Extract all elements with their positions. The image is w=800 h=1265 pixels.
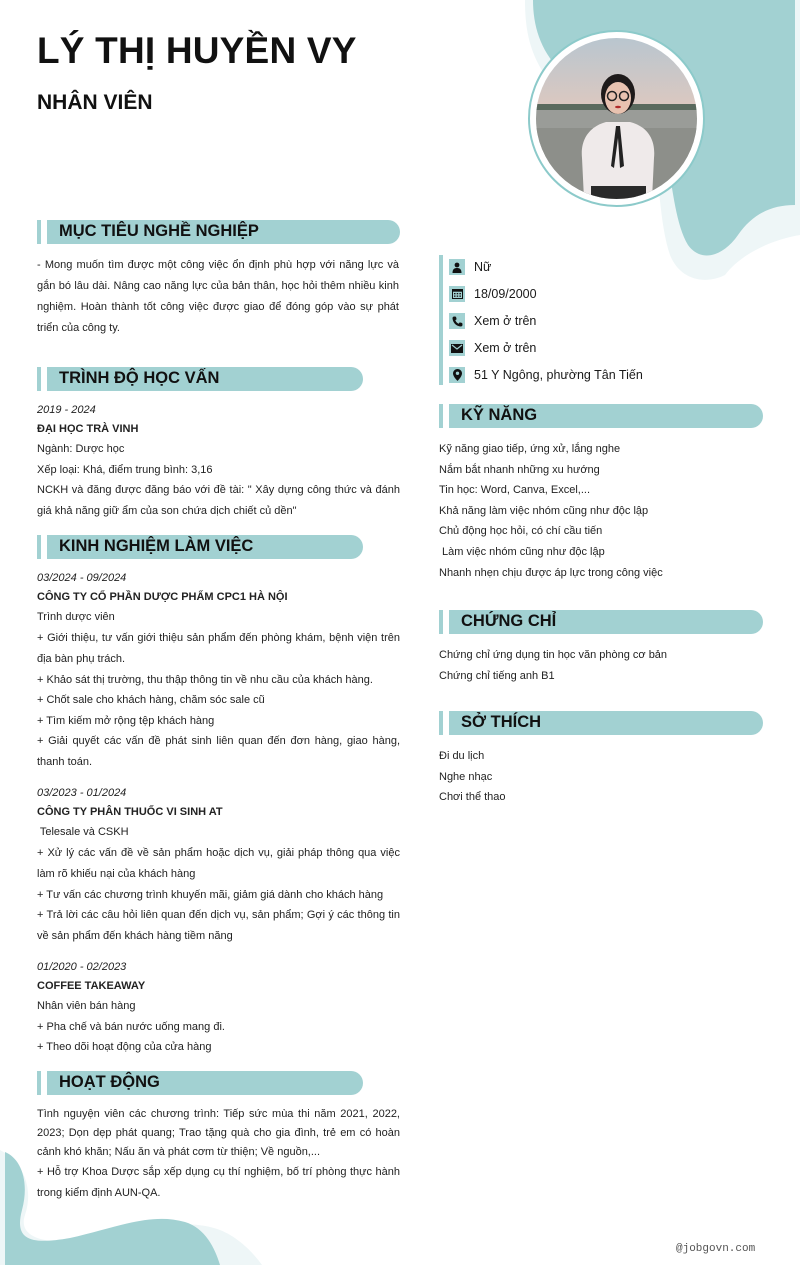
experience-entry: [37, 958, 400, 1058]
experience-role: Trình dược viên: [37, 611, 115, 623]
skill-item: Kỹ năng giao tiếp, ứng xử, lắng nghe: [439, 443, 621, 455]
activities-content: [37, 1105, 400, 1204]
section-header-experience: [37, 535, 363, 559]
experience-entry: [37, 784, 400, 947]
contact-value: Xem ở trên: [474, 341, 537, 355]
education-line: Ngành: Dược học: [37, 443, 125, 455]
education-date: 2019 - 2024: [37, 404, 96, 416]
skill-item: Tin học: Word, Canva, Excel,...: [439, 484, 591, 497]
experience-line: + Theo dõi hoạt động của cửa hàng: [37, 1041, 212, 1054]
contact-value: 18/09/2000: [474, 287, 537, 301]
education-entry: [37, 401, 400, 521]
section-header-objective: [37, 220, 400, 244]
contact-email: [449, 339, 536, 357]
contact-address: [449, 366, 643, 384]
header-tick: [439, 711, 443, 735]
person-icon: [449, 259, 465, 275]
experience-role: Nhân viên bán hàng: [37, 1000, 136, 1012]
skill-item: Nắm bắt nhanh những xu hướng: [439, 463, 600, 476]
map-pin-icon: [449, 367, 465, 383]
section-title: SỞ THÍCH: [461, 713, 542, 731]
section-title: MỤC TIÊU NGHỀ NGHIỆP: [59, 222, 259, 240]
education-school: ĐẠI HỌC TRÀ VINH: [37, 423, 139, 435]
hobby-item: Đi du lịch: [439, 750, 485, 762]
phone-icon: [449, 313, 465, 329]
contact-bar: [439, 255, 443, 385]
section-header-skills: [439, 404, 763, 428]
contact-gender: [449, 258, 491, 276]
section-header-activities: [37, 1071, 363, 1095]
section-header-education: [37, 367, 363, 391]
experience-line: + Giới thiệu, tư vấn giới thiệu sản phẩm đến phòng khám, bệnh viện trên địa bàn phụ trách.: [37, 631, 400, 665]
header-tick: [37, 367, 41, 391]
contact-value: Xem ở trên: [474, 314, 537, 328]
contact-value: 51 Y Ngông, phường Tân Tiến: [474, 368, 643, 382]
hobby-item: Nghe nhạc: [439, 770, 493, 783]
skill-item: Nhanh nhẹn chịu được áp lực trong công việc: [439, 566, 663, 579]
objective-text: - Mong muốn tìm được một công việc ổn định phù hợp với năng lực và gắn bó lâu dài. Nâng cao năng lực của bản thân, học hỏi thêm nhiều kinh nghiệm. Hoàn thành tốt công việc được giao để đóng góp vào sự phát triển của công ty.: [37, 259, 399, 334]
envelope-icon: [449, 340, 465, 356]
experience-line: + Chốt sale cho khách hàng, chăm sóc sale cũ: [37, 694, 265, 707]
certificate-item: Chứng chỉ ứng dụng tin học văn phòng cơ bản: [439, 649, 668, 661]
contact-value: Nữ: [474, 260, 492, 274]
section-title: HOẠT ĐỘNG: [59, 1073, 160, 1091]
experience-company: CÔNG TY PHÂN THUỐC VI SINH AT: [37, 806, 223, 818]
experience-line: + Trả lời các câu hỏi liên quan đến dịch vụ, sản phẩm; Gợi ý các thông tin về sản phẩm đến khách hàng tiềm năng: [37, 909, 400, 943]
education-line: Xếp loại: Khá, điểm trung bình: 3,16: [37, 463, 213, 476]
activity-line: + Hỗ trợ Khoa Dược sắp xếp dụng cụ thí nghiệm, bố trí phòng thực hành trong kiểm định AUN-QA.: [37, 1166, 400, 1199]
activity-line: Tình nguyện viên các chương trình: Tiếp sức mùa thi năm 2021, 2022, 2023; Dọn dẹp phát quang; Trao tặng quà cho gia đình, trẻ em có hoàn cảnh khó khăn; Nấu ăn và phát cơm từ thiện; Về nguồn,...: [37, 1108, 400, 1158]
experience-line: + Tư vấn các chương trình khuyến mãi, giảm giá dành cho khách hàng: [37, 888, 384, 901]
experience-entry: [37, 569, 400, 773]
section-title: KỸ NĂNG: [461, 406, 538, 424]
skills-list: [439, 439, 769, 583]
skill-item: Làm việc nhóm cũng như độc lập: [439, 545, 605, 558]
experience-line: + Tìm kiếm mở rộng tệp khách hàng: [37, 714, 215, 727]
header-tick: [37, 220, 41, 244]
experience-date: 03/2024 - 09/2024: [37, 572, 127, 584]
contact-birthdate: [449, 285, 537, 303]
certificate-item: Chứng chỉ tiếng anh B1: [439, 669, 555, 682]
skill-item: Chủ động học hỏi, có chí cầu tiến: [439, 525, 603, 538]
calendar-icon: [449, 286, 465, 302]
section-title: KINH NGHIỆM LÀM VIỆC: [59, 537, 254, 555]
skill-item: Khả năng làm việc nhóm cũng như độc lập: [439, 504, 649, 517]
header-tick: [439, 610, 443, 634]
watermark: @jobgovn.com: [676, 1243, 756, 1255]
candidate-name: LÝ THỊ HUYỀN VY: [37, 30, 357, 71]
header-tick: [439, 404, 443, 428]
header-tick: [37, 535, 41, 559]
experience-date: 01/2020 - 02/2023: [37, 961, 127, 973]
section-title: CHỨNG CHỈ: [461, 612, 557, 630]
hobby-item: Chơi thể thao: [439, 791, 506, 804]
candidate-position: NHÂN VIÊN: [37, 91, 153, 114]
section-header-certificates: [439, 610, 763, 634]
contact-phone: [449, 312, 536, 330]
experience-company: CÔNG TY CỔ PHẦN DƯỢC PHẨM CPC1 HÀ NỘI: [37, 591, 288, 603]
experience-line: + Pha chế và bán nước uống mang đi.: [37, 1020, 225, 1033]
education-line: NCKH và đăng được đăng báo với đề tài: " Xây dựng công thức và đánh giá khả năng giữ ẩm của son chứa dịch chiết củ dền": [37, 484, 400, 517]
experience-line: + Giải quyết các vấn đề phát sinh liên quan đến đơn hàng, giao hàng, thanh toán.: [37, 735, 400, 769]
section-header-hobbies: [439, 711, 763, 735]
header-tick: [37, 1071, 41, 1095]
section-title: TRÌNH ĐỘ HỌC VẤN: [59, 369, 220, 387]
experience-role: Telesale và CSKH: [37, 826, 129, 838]
certificates-list: [439, 645, 769, 686]
avatar: [536, 38, 697, 199]
experience-line: + Xử lý các vấn đề về sản phẩm hoặc dịch vụ, giải pháp thông qua việc làm rõ khiếu nại của khách hàng: [37, 846, 400, 880]
hobbies-list: [439, 746, 769, 808]
experience-line: + Khảo sát thị trường, thu thập thông tin về nhu cầu của khách hàng.: [37, 673, 373, 686]
experience-date: 03/2023 - 01/2024: [37, 787, 127, 799]
experience-company: COFFEE TAKEAWAY: [37, 980, 146, 992]
